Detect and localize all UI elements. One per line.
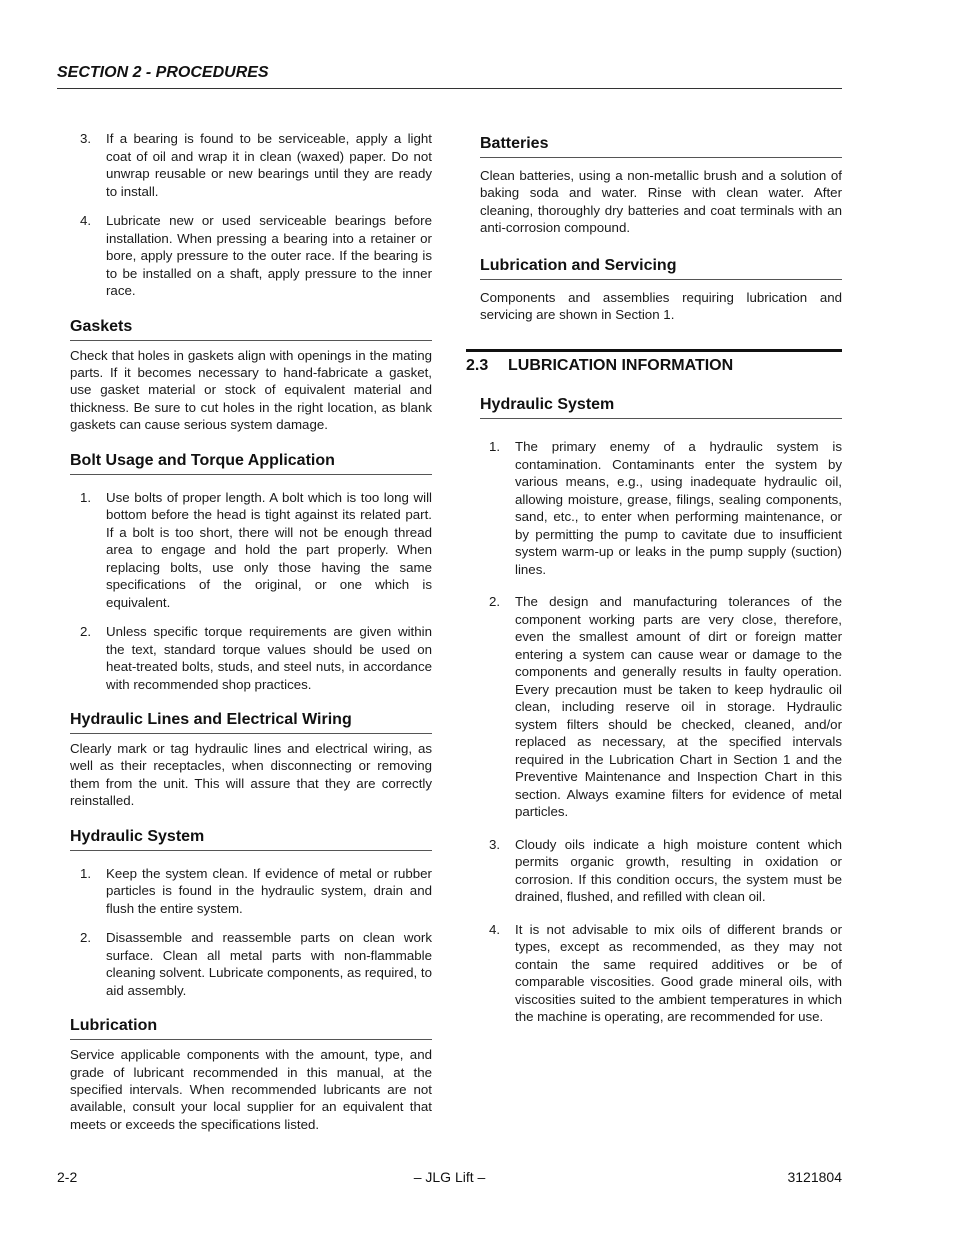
list-item: 1. Keep the system clean. If evidence of metal or rubber particles is found in the hydraulic system, drain and flush the entire system.: [80, 865, 432, 916]
list-item: 2. Disassemble and reassemble parts on clean work surface. Clean all metal parts with non-flammable cleaning solvent. Lubricate components, as required, to aid assembly.: [80, 930, 432, 998]
section-number: 2.3: [466, 357, 489, 375]
bolt-usage-heading: Bolt Usage and Torque Application: [70, 452, 432, 475]
list-item: 3. If a bearing is found to be serviceable, apply a light coat of oil and wrap it in clean (waxed) paper. Do not unwrap reusable or new bearings until they are ready to install.: [80, 131, 432, 199]
section-title: LUBRICATION INFORMATION: [508, 357, 734, 375]
list-item: 4. It is not advisable to mix oils of different brands or types, except as recommended, as they may not contain the same required additives or be of comparable viscosities. Good grade mineral oils, with viscosities suited to the ambient temperatures in which the machine is operating, are recommended for use.: [489, 921, 842, 1025]
gaskets-text: Check that holes in gaskets align with openings in the mating parts. If it becomes necessary to hand-fabricate a gasket, use gasket material or stock of equivalent material and thickness. Be sure to cut holes in the right location, as blank gaskets can cause serious system damage.: [70, 347, 432, 433]
lubrication-text: Service applicable components with the amount, type, and grade of lubricant recommended in this manual, at the specified intervals. When recommended lubricants are not available, consult your local supplier for an equivalent that meets or exceeds the specifications listed.: [70, 1047, 432, 1132]
lube-servicing-heading: Lubrication and Servicing: [480, 257, 842, 280]
list-item: 2. Unless specific torque requirements are given within the text, standard torque values should be used on heat-treated bolts, studs, and steel nuts, in accordance with recommended shop practices.: [80, 624, 432, 692]
gaskets-heading: Gaskets: [70, 318, 432, 341]
left-column: [70, 130, 432, 1133]
bolt-usage-list: [70, 489, 432, 694]
batteries-text: Clean batteries, using a non-metallic brush and a solution of baking soda and water. Rinse with clean water. After cleaning, thoroughly dry batteries and coat terminals with an anti-corrosion compound.: [480, 168, 842, 236]
bearings-list: [70, 130, 432, 300]
page-number: 2-2: [57, 1169, 78, 1185]
section-header-title: SECTION 2 - PROCEDURES: [57, 64, 269, 81]
list-item: 4. Lubricate new or used serviceable bearings before installation. When pressing a bearing into a retainer or bore, apply pressure to the outer race. If the bearing is to be installed on a shaft, apply pressure to the inner race.: [80, 213, 432, 298]
list-item: 2. The design and manufacturing tolerances of the component working parts are very close, therefore, even the smallest amount of dirt or foreign matter entering a system can cause wear or damage to the components and generally results in faulty operation. Every precaution must be taken to keep hydraulic oil clean, including reserve oil in storage. Hydraulic system filters should be checked, cleaned, and/or replaced as necessary, at the specified intervals required in the Lubrication Chart in Section 1 and the Preventive Maintenance and Inspection Chart in this section. Always examine filters for evidence of metal particles.: [489, 594, 842, 820]
lubrication-heading: Lubrication: [70, 1017, 432, 1040]
hydraulic-system-list: [70, 865, 432, 1000]
right-hydraulic-system-list: [479, 438, 842, 1026]
page-header: [57, 64, 842, 89]
batteries-heading: Batteries: [480, 135, 842, 158]
hydraulic-system-heading: Hydraulic System: [70, 828, 432, 851]
list-item: 3. Cloudy oils indicate a high moisture content which permits organic growth, resulting in oxidation or corrosion. If this condition occurs, the system must be drained, flushed, and refilled with clean oil.: [489, 836, 842, 905]
list-item: 1. Use bolts of proper length. A bolt which is too long will bottom before the head is tight against its related part. If a bolt is too short, there will not be enough thread area to engage and hold the part properly. When replacing bolts, use only those having the same specifications of the original, or one which is equivalent.: [80, 489, 432, 610]
section-heading: [466, 349, 842, 375]
right-hydraulic-system-heading: Hydraulic System: [480, 396, 842, 419]
right-column: [466, 130, 842, 1026]
footer-center: – JLG Lift –: [413, 1169, 486, 1185]
lube-servicing-text: Components and assemblies requiring lubrication and servicing are shown in Section 1.: [480, 289, 842, 323]
hydraulic-lines-heading: Hydraulic Lines and Electrical Wiring: [70, 711, 432, 734]
hydraulic-lines-text: Clearly mark or tag hydraulic lines and electrical wiring, as well as their receptacles, when disconnecting or removing them from the unit. This will assure that they are correctly reinstalled.: [70, 741, 432, 809]
document-number: 3121804: [787, 1169, 842, 1185]
list-item: 1. The primary enemy of a hydraulic system is contamination. Contaminants enter the system by various means, e.g., using inadequate hydraulic oil, allowing moisture, grease, filings, sealing components, sand, etc., to enter when performing maintenance, or by permitting the pump to cavitate due to insufficient system warm-up or leaks in the pump supply (suction) lines.: [489, 439, 842, 577]
